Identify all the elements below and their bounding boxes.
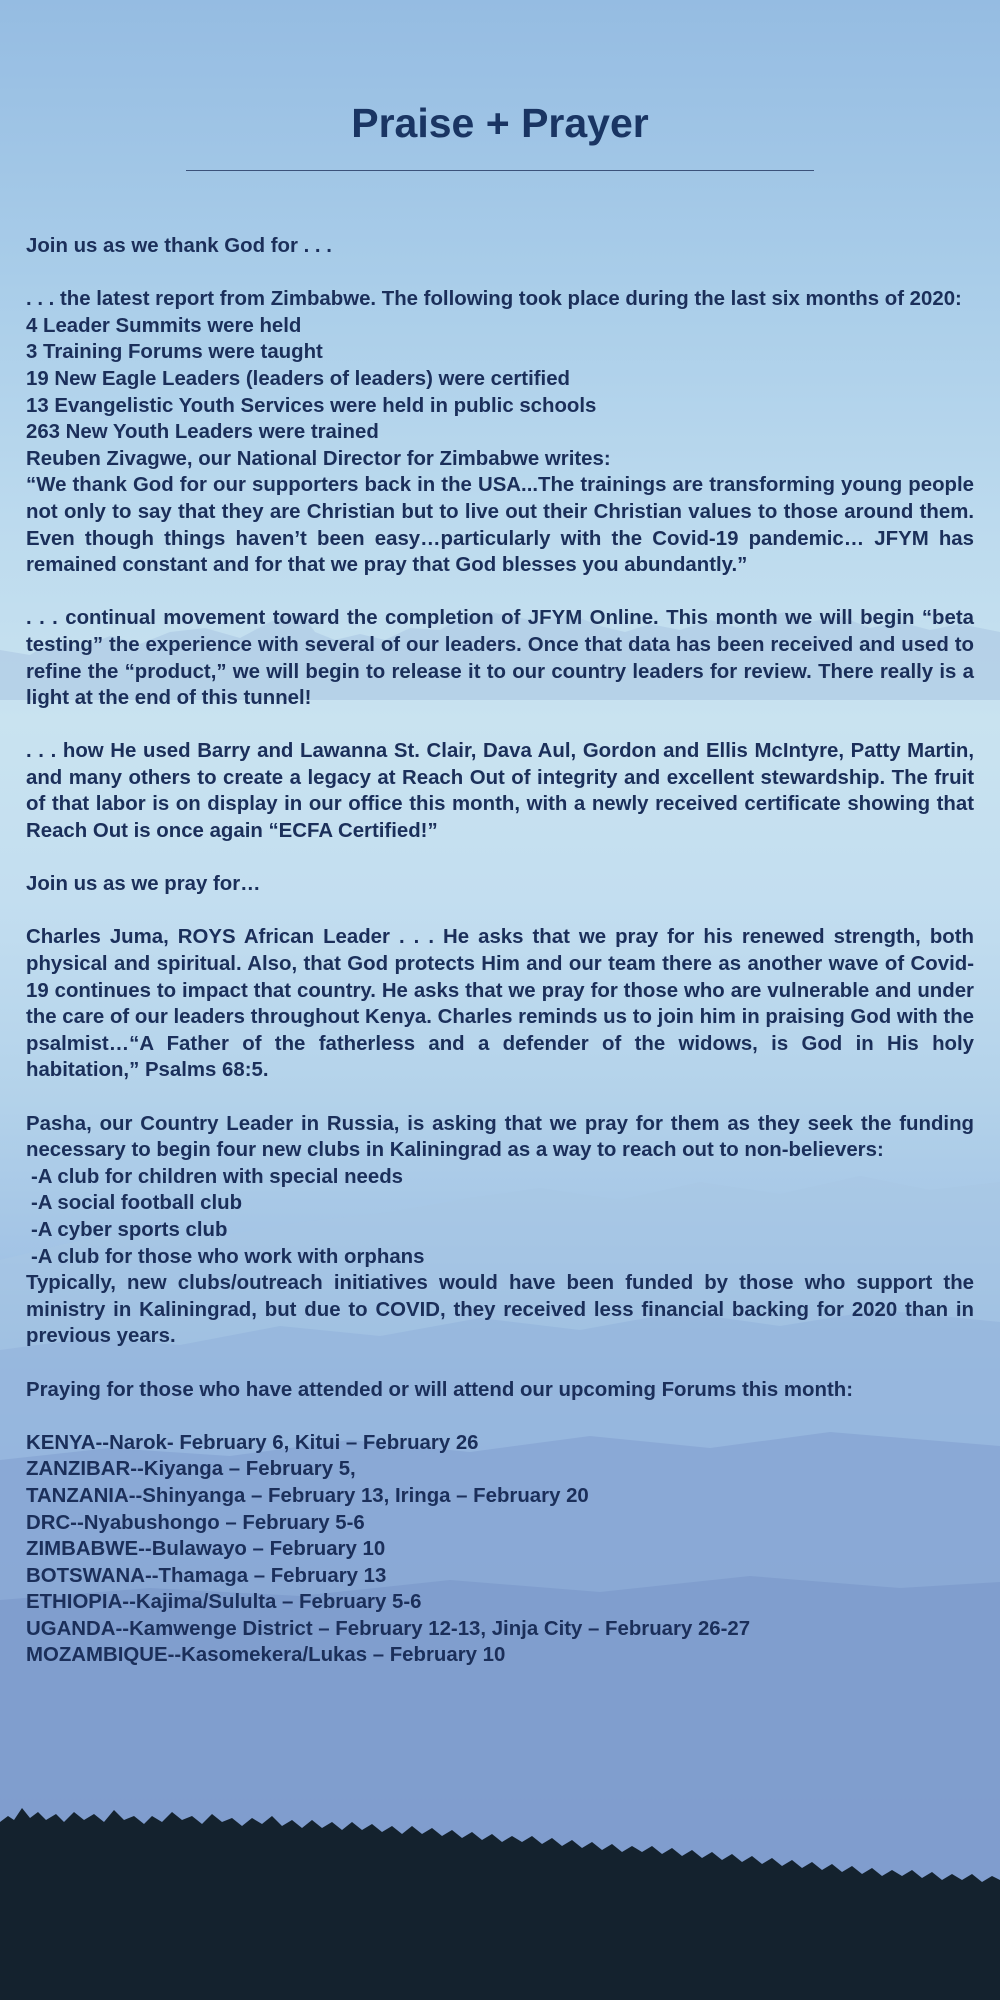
- forum-item: ZIMBABWE--Bulawayo – February 10: [26, 1538, 386, 1561]
- forum-item: ETHIOPIA--Kajima/Sululta – February 5-6: [26, 1591, 422, 1614]
- title-divider: [186, 170, 814, 171]
- zimbabwe-intro: . . . the latest report from Zimbabwe. The following took place during the last six months of 2020:: [26, 288, 962, 311]
- zimbabwe-item: Reuben Zivagwe, our National Director for Zimbabwe writes:: [26, 447, 611, 470]
- legacy-paragraph: . . . how He used Barry and Lawanna St. Clair, Dava Aul, Gordon and Ellis McIntyre, Patty Martin, and many others to create a legacy at Reach Out of integrity and excellent stewardship. The fruit of that labor is on display in our office this month, with a newly received certificate showing that Reach Out is once again “ECFA Certified!”: [26, 740, 974, 843]
- spacer: [26, 1350, 974, 1377]
- zimbabwe-item: 13 Evangelistic Youth Services were held in public schools: [26, 394, 597, 417]
- jfym-online-paragraph: . . . continual movement toward the completion of JFYM Online. This month we will begin “beta testing” the experience with several of our leaders. Once that data has been received and used to refine the “product,” we will begin to release it to our country leaders for review. There really is a light at the end of this tunnel!: [26, 607, 974, 710]
- pasha-intro: Pasha, our Country Leader in Russia, is asking that we pray for them as they seek the funding necessary to begin four new clubs in Kaliningrad as a way to reach out to non-believers:: [26, 1112, 974, 1162]
- forums-intro: Praying for those who have attended or will attend our upcoming Forums this month:: [26, 1378, 853, 1401]
- forum-item: BOTSWANA--Thamaga – February 13: [26, 1564, 387, 1587]
- page-content: [26, 233, 974, 1669]
- club-item: -A club for those who work with orphans: [31, 1245, 425, 1268]
- spacer: [26, 845, 974, 872]
- forum-item: TANZANIA--Shinyanga – February 13, Iringa – February 20: [26, 1484, 589, 1507]
- forum-item: KENYA--Narok- February 6, Kitui – February 26: [26, 1431, 479, 1454]
- club-item: -A cyber sports club: [31, 1218, 228, 1241]
- page-title: Praise + Prayer: [351, 100, 649, 146]
- spacer: [26, 712, 974, 739]
- thank-intro: Join us as we thank God for . . .: [26, 235, 332, 257]
- zimbabwe-item: 4 Leader Summits were held: [26, 314, 302, 337]
- club-item: -A social football club: [31, 1192, 243, 1215]
- club-item: -A club for children with special needs: [31, 1165, 404, 1188]
- zimbabwe-item: 19 New Eagle Leaders (leaders of leaders) were certified: [26, 367, 570, 390]
- forum-item: MOZAMBIQUE--Kasomekera/Lukas – February 10: [26, 1644, 506, 1667]
- spacer: [26, 260, 974, 287]
- pasha-outro: Typically, new clubs/outreach initiatives would have been funded by those who support the ministry in Kaliningrad, but due to COVID, they received less financial backing for 2020 than in previous years.: [26, 1272, 974, 1348]
- zimbabwe-quote: “We thank God for our supporters back in the USA...The trainings are transforming young people not only to say that they are Christian but to live out their Christian values to those around them. Even though things haven’t been easy…particularly with the Covid-19 pandemic… JFYM has remained constant and for that we pray that God blesses you abundantly.”: [26, 474, 974, 577]
- charles-paragraph: Charles Juma, ROYS African Leader . . . He asks that we pray for his renewed strength, both physical and spiritual. Also, that God protects Him and our team there as another wave of Covid-19 continues to impact that country. He asks that we pray for those who are vulnerable and under the care of our leaders throughout Kenya. Charles reminds us to join him in praising God with the psalmist…“A Father of the fatherless and a defender of the widows, is God in His holy habitation,” Psalms 68:5.: [26, 926, 974, 1082]
- zimbabwe-item: 3 Training Forums were taught: [26, 341, 323, 364]
- spacer: [26, 579, 974, 606]
- spacer: [26, 1084, 974, 1111]
- forum-item: DRC--Nyabushongo – February 5-6: [26, 1511, 365, 1534]
- forum-item: UGANDA--Kamwenge District – February 12-13, Jinja City – February 26-27: [26, 1617, 751, 1640]
- spacer: [26, 898, 974, 925]
- forum-item: ZANZIBAR--Kiyanga – February 5,: [26, 1458, 356, 1481]
- spacer: [26, 1403, 974, 1430]
- zimbabwe-item: 263 New Youth Leaders were trained: [26, 421, 379, 444]
- pray-intro: Join us as we pray for…: [26, 873, 261, 896]
